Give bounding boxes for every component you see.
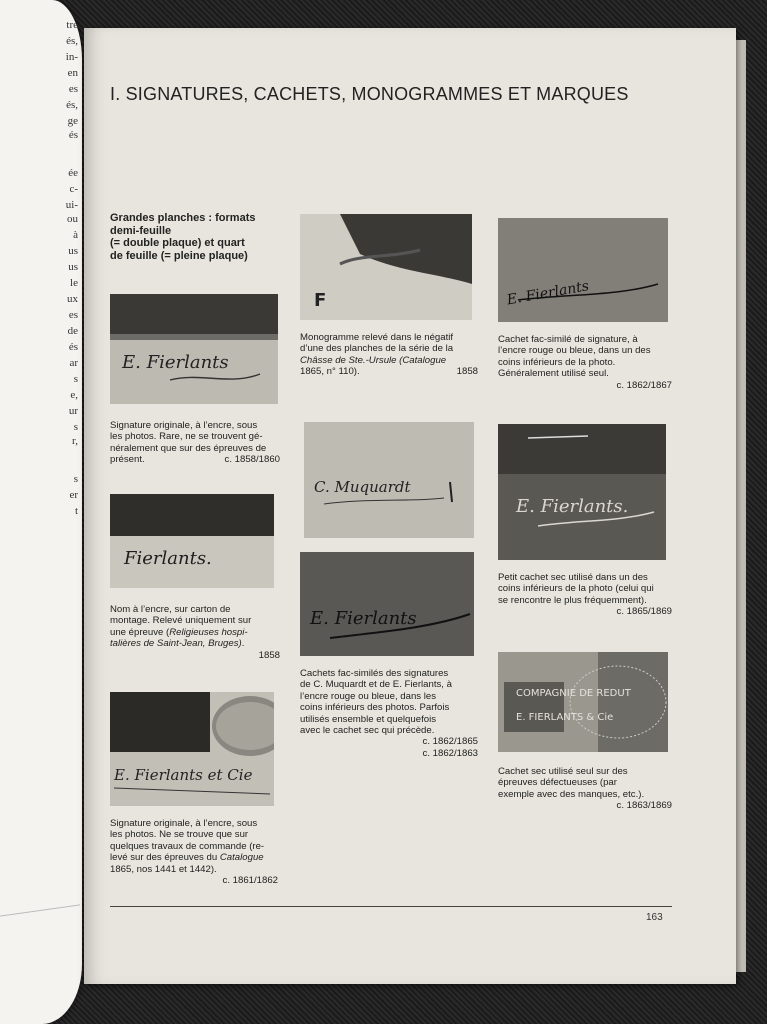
left-page-text-fragment: à xyxy=(73,229,78,241)
left-page-text-fragment: us xyxy=(68,261,78,273)
caption-date: c. 1862/1867 xyxy=(616,379,672,391)
left-page-text-fragment: ge xyxy=(67,115,78,127)
page-number: 163 xyxy=(646,912,663,923)
signature-script: E. Fierlants xyxy=(505,278,591,309)
caption-date: c. 1861/1862 xyxy=(222,875,278,887)
subheading-line: Grandes planches : formats xyxy=(110,212,256,224)
left-page-text-fragment: s xyxy=(73,421,78,433)
caption-date: c. 1862/1865 xyxy=(422,736,478,748)
photo-signature-original-2 xyxy=(110,692,274,806)
caption-date: c. 1858/1860 xyxy=(224,454,280,466)
left-page-text-fragment: ui- xyxy=(65,199,78,211)
subheading-line: demi-feuille xyxy=(110,224,172,237)
cachet-text-line2: E. FIERLANTS & Cie xyxy=(516,712,614,723)
left-page-text-fragment: c- xyxy=(69,183,78,195)
left-page-text-fragment: à xyxy=(73,3,78,15)
caption-line: Cachet fac-similé de signature, à xyxy=(498,334,638,345)
photo-cachet-sec-seul xyxy=(498,652,668,752)
caption-line: Cachets fac-similés des signatures xyxy=(300,668,449,679)
footer-rule xyxy=(110,906,672,907)
caption-line: une épreuve (Religieuses hospi- xyxy=(110,626,248,638)
left-page-text-fragment: r, xyxy=(72,435,78,447)
signature-script: E. Fierlants et Cie xyxy=(114,766,253,784)
caption-petit-cachet-sec xyxy=(498,572,672,618)
caption-line: quelques travaux de commande (re- xyxy=(110,840,265,852)
left-page-text-fragment: ux xyxy=(67,293,78,305)
subheading-line: (= double plaque) et quart xyxy=(110,237,245,249)
photo-signature-original-1 xyxy=(110,294,278,404)
caption-date-secondary: c. 1862/1863 xyxy=(422,747,478,759)
caption-line: Généralement utilisé seul. xyxy=(498,368,609,380)
caption-date: c. 1863/1869 xyxy=(616,800,672,812)
left-page-text-fragment: ée xyxy=(68,167,78,179)
caption-line: Cachet sec utilisé seul sur des xyxy=(498,766,628,777)
caption-line: Signature originale, à l’encre, sous xyxy=(110,420,258,431)
caption-date: c. 1865/1869 xyxy=(616,606,672,618)
left-page-text-fragment: és xyxy=(68,341,78,353)
caption-line: avec le cachet sec qui précède. xyxy=(300,725,435,737)
subheading-line: de feuille (= pleine plaque) xyxy=(110,249,248,262)
signature-script: C. Muquardt xyxy=(314,478,411,496)
photo-cachet-sec-small xyxy=(498,424,666,560)
photo-muquardt-signature xyxy=(304,422,474,538)
left-page-text-fragment: s xyxy=(73,373,78,385)
caption-line: levé sur des épreuves du Catalogue xyxy=(110,852,264,864)
cachet-text-line1: COMPAGNIE DE REDUT xyxy=(516,688,631,699)
left-page-text-fragment: in- xyxy=(65,51,78,63)
caption-line: néralement que sur des épreuves de xyxy=(110,442,267,454)
left-page-text-fragment: és xyxy=(68,129,78,141)
left-page-text-fragment: er xyxy=(69,489,78,501)
page-curl xyxy=(0,904,80,976)
caption-line: exemple avec des manques, etc.). xyxy=(498,788,645,800)
caption-monogram xyxy=(300,332,478,378)
caption-signature-original-2 xyxy=(110,818,278,886)
caption-line: épreuves défectueuses (par xyxy=(498,777,617,789)
photo-fierlants-fac-simile xyxy=(300,552,474,656)
left-page-text-fragment: ar xyxy=(69,357,78,369)
signature-script: E. Fierlants. xyxy=(516,496,629,517)
caption-signature-ink-carton xyxy=(110,604,280,661)
caption-line: Nom à l’encre, sur carton de xyxy=(110,604,231,615)
caption-cachet-fac-simile xyxy=(498,334,672,391)
caption-cachets-fac-similes xyxy=(300,668,478,759)
signature-script: E. Fierlants xyxy=(310,608,417,629)
left-page-text-fragment: t xyxy=(74,505,78,517)
signature-script: Fierlants. xyxy=(124,548,212,569)
left-page-text-fragment: us xyxy=(68,245,78,257)
caption-line: coins inférieurs de la photo (celui qui xyxy=(498,583,654,595)
caption-line: 1865, nos 1441 et 1442). xyxy=(110,863,217,875)
caption-cachet-sec-seul xyxy=(498,766,672,812)
left-page-text-fragment: és, xyxy=(66,99,78,111)
caption-line: Châsse de Ste.-Ursule (Catalogue xyxy=(300,354,447,366)
page-title: I. SIGNATURES, CACHETS, MONOGRAMMES ET MARQUES xyxy=(110,84,629,104)
left-page-text-fragment: en xyxy=(67,67,78,79)
caption-line: Petit cachet sec utilisé dans un des xyxy=(498,572,648,583)
left-page-text-fragment: ur xyxy=(68,405,78,417)
caption-line: talières de Saint-Jean, Bruges). xyxy=(110,638,245,650)
caption-line: l’encre rouge ou bleue, dans les xyxy=(300,690,437,702)
caption-date: 1858 xyxy=(258,649,280,661)
caption-line: d’une des planches de la série de la xyxy=(300,343,454,355)
caption-line: présent. xyxy=(110,454,145,466)
caption-line: montage. Relevé uniquement sur xyxy=(110,615,252,627)
caption-line: de C. Muquardt et de E. Fierlants, à xyxy=(300,679,452,691)
left-page-text-fragment: ou xyxy=(67,213,78,225)
caption-line: Monogramme relevé dans le négatif xyxy=(300,332,454,343)
caption-line: l’encre rouge ou bleue, dans un des xyxy=(498,345,651,357)
caption-line: les photos. Rare, ne se trouvent gé- xyxy=(110,431,263,443)
photo-signature-ink-carton xyxy=(110,494,274,588)
signature-script: E. Fierlants xyxy=(122,352,229,373)
caption-line: coins inférieurs de la photo. xyxy=(498,356,616,368)
caption-line: utilisés ensemble et quelquefois xyxy=(300,713,436,725)
caption-date: 1858 xyxy=(456,366,478,378)
caption-line: coins inférieurs des photos. Parfois xyxy=(300,702,450,714)
left-page-text-fragment: es xyxy=(68,309,78,321)
left-page-text-fragment: e, xyxy=(70,389,78,401)
caption-line: Signature originale, à l’encre, sous xyxy=(110,818,258,829)
caption-signature-original-1 xyxy=(110,420,280,466)
left-page-text-fragment: s xyxy=(73,473,78,485)
monogram-mark: F xyxy=(314,290,327,311)
left-page-text-fragment: le xyxy=(70,277,78,289)
page-edge xyxy=(736,40,746,972)
section-subheading xyxy=(110,212,280,262)
left-page-text-fragment: es xyxy=(68,83,78,95)
caption-line: se rencontre le plus fréquemment). xyxy=(498,594,647,606)
left-page-text-fragment: de xyxy=(67,325,78,337)
left-page xyxy=(0,0,82,1024)
left-page-text-fragment: tre xyxy=(66,19,78,31)
caption-line: les photos. Ne se trouve que sur xyxy=(110,829,249,841)
photo-monogram xyxy=(300,214,472,320)
photo-cachet-fac-simile xyxy=(498,218,668,322)
caption-line: 1865, n° 110). xyxy=(300,366,360,378)
left-page-text-fragment: és, xyxy=(66,35,78,47)
